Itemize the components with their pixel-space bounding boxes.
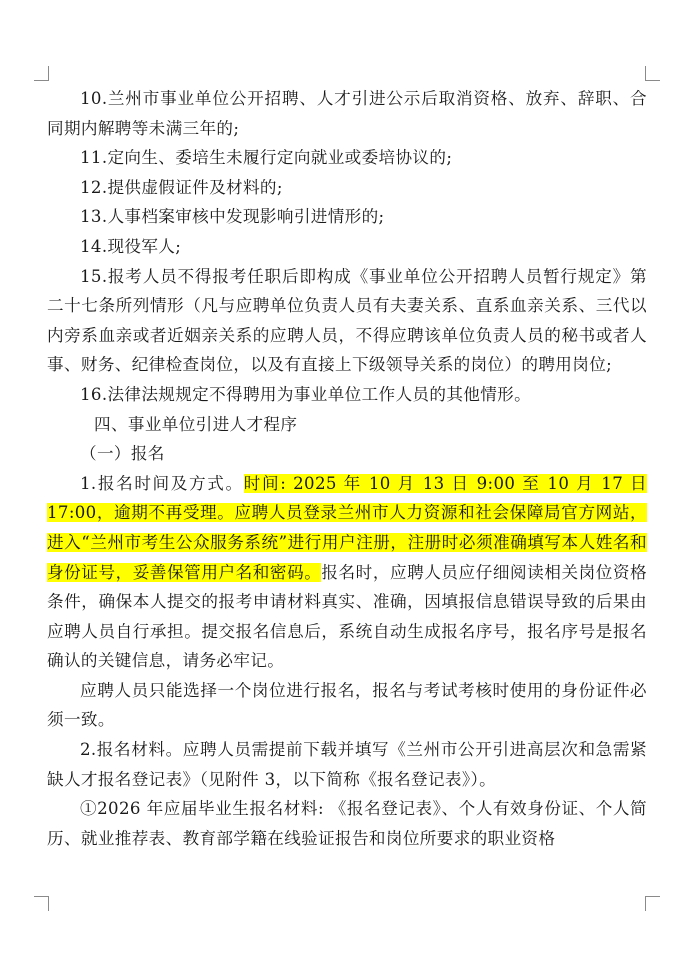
materials-paragraph: 2.报名材料。应聘人员需提前下载并填写《兰州市公开引进高层次和急需紧缺人才报名登记表》（见附件 3，以下简称《报名登记表》）。 bbox=[47, 740, 647, 789]
list-item-16: 16.法律法规规定不得聘用为事业单位工作人员的其他情形。 bbox=[80, 384, 532, 404]
registration-paragraph bbox=[47, 469, 647, 676]
document-body bbox=[47, 84, 647, 853]
crop-mark-bottom-right bbox=[645, 896, 660, 911]
list-item-12: 12.提供虚假证件及材料的; bbox=[80, 177, 283, 197]
graduate-materials-paragraph: ①2026 年应届毕业生报名材料: 《报名登记表》、个人有效身份证、个人简历、就业推荐表、教育部学籍在线验证报告和岗位所要求的职业资格 bbox=[47, 799, 647, 848]
registration-details: 报名时，应聘人员应仔细阅读相关岗位资格条件，确保本人提交的报考申请材料真实、准确，因填报信息错误导致的后果由应聘人员自行承担。提交报名信息后，系统自动生成报名序号，报名序号是报名确认的关键信息，请务必牢记。 bbox=[47, 562, 647, 671]
section-heading: 四、事业单位引进人才程序 bbox=[94, 414, 298, 434]
single-position-paragraph: 应聘人员只能选择一个岗位进行报名，报名与考试考核时使用的身份证件必须一致。 bbox=[47, 680, 647, 730]
list-item-13: 13.人事档案审核中发现影响引进情形的; bbox=[80, 207, 385, 227]
crop-mark-top-left bbox=[34, 66, 49, 81]
crop-mark-bottom-left bbox=[34, 896, 49, 911]
list-item-11: 11.定向生、委培生未履行定向就业或委培协议的; bbox=[80, 148, 453, 168]
crop-mark-top-right bbox=[645, 66, 660, 81]
subsection-heading: （一）报名 bbox=[80, 444, 165, 464]
list-item-15: 15.报考人员不得报考任职后即构成《事业单位公开招聘人员暂行规定》第二十七条所列情形（凡与应聘单位负责人员有夫妻关系、直系血亲关系、三代以内旁系血亲或者近姻亲关系的应聘人员，不得应聘该单位负责人员的秘书或者人事、财务、纪律检查岗位，以及有直接上下级领导关系的岗位）的聘用岗位; bbox=[47, 266, 647, 375]
highlighted-registration-time: 时间: 2025 年 10 月 13 日 9:00 至 10 月 17 日 17:00，逾期不再受理。应聘人员登录兰州市人力资源和社会保障局官方网站，进入“兰州市考生公众服务系统”进行用户注册，注册时必须准确填写本人姓名和身份证号，妥善保管用户名和密码。 bbox=[47, 473, 647, 582]
registration-lead: 1.报名时间及方式。 bbox=[80, 473, 244, 493]
list-item-10: 10.兰州市事业单位公开招聘、人才引进公示后取消资格、放弃、辞职、合同期内解聘等未满三年的; bbox=[47, 89, 647, 138]
list-item-14: 14.现役军人; bbox=[80, 236, 182, 256]
